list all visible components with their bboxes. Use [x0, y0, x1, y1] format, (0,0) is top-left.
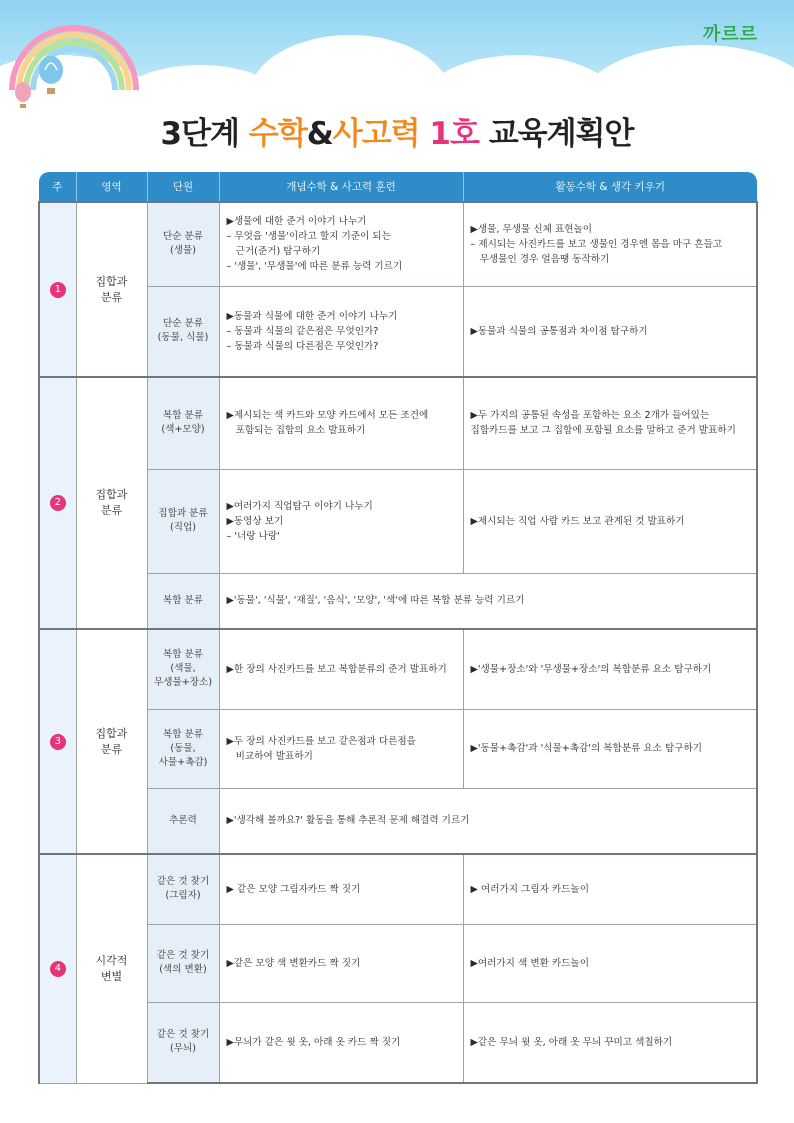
unit-text: 같은 것 찾기: [156, 1029, 210, 1041]
area-text: 분류: [100, 504, 123, 517]
week-cell: [39, 854, 76, 1083]
concept-text: 비교하여 발표하기: [226, 750, 313, 762]
table-row: [39, 709, 757, 788]
unit-text: (동물,: [170, 742, 196, 754]
area-text: 분류: [100, 290, 123, 304]
brand-logo: [703, 20, 758, 46]
week-number-badge: 1: [50, 282, 66, 298]
table-row: [39, 854, 757, 924]
concept-text: – 동물과 식물의 다른점은 무엇인가?: [226, 340, 379, 352]
lesson-plan-table: [38, 172, 756, 1084]
concept-text: ▶제시되는 색 카드와 모양 카드에서 모든 조건에: [226, 410, 429, 422]
concept-text: – '생물', '무생물'에 따른 분류 능력 기르기: [226, 261, 403, 273]
area-text: 집합과: [95, 488, 128, 501]
title-part-plan: 교육계획안: [478, 116, 634, 152]
area-cell: [76, 377, 147, 629]
activity-text: 집합카드를 보고 그 집합에 포함될 요소를 말하고 준거 발표하기: [470, 425, 736, 437]
concept-text: ▶두 장의 사진카드를 보고 같은점과 다른점을: [226, 735, 416, 747]
column-header-unit: 단원: [147, 172, 219, 202]
area-text: 집합과: [95, 726, 128, 740]
concept-cell: [219, 854, 463, 924]
unit-cell: [147, 377, 219, 469]
area-cell: [76, 629, 147, 854]
activity-text: 무생물인 경우 얼음땡 동작하기: [470, 253, 610, 265]
concept-text: – '너랑 나랑': [226, 530, 280, 542]
concept-text: – 동물과 식물의 같은점은 무엇인가?: [226, 325, 379, 337]
table-row: [39, 1002, 757, 1083]
unit-cell: [147, 629, 219, 709]
activity-text: ▶'생물+장소'와 '무생물+장소'의 복합분류 요소 탐구하기: [470, 663, 712, 675]
unit-text: (무늬): [169, 1043, 197, 1055]
unit-cell: [147, 924, 219, 1002]
area-text: 분류: [100, 742, 123, 756]
unit-text: (직업): [169, 522, 197, 533]
merged-text: ▶'생각해 볼까요?' 활동을 통해 추론적 문제 해결력 기르기: [226, 815, 470, 827]
column-header-week: 주: [39, 172, 76, 202]
week-number-badge: 4: [50, 961, 66, 977]
merged-content-cell: [219, 788, 757, 854]
title-part-issue: 1호: [429, 116, 479, 152]
activity-text: ▶두 가지의 공통된 속성을 포함하는 요소 2개가 들어있는: [470, 410, 710, 422]
table-row: [39, 377, 757, 469]
concept-cell: [219, 1002, 463, 1083]
activity-cell: [463, 469, 757, 573]
activity-text: ▶제시되는 직업 사람 카드 보고 관계된 것 발표하기: [470, 515, 685, 527]
unit-cell: [147, 202, 219, 286]
brand-logo-text: 까르르: [702, 24, 758, 45]
week-cell: [39, 377, 76, 629]
concept-cell: [219, 709, 463, 788]
merged-content-cell: [219, 573, 757, 629]
table-row: [39, 202, 757, 286]
concept-text: ▶한 장의 사진카드를 보고 복합분류의 준거 발표하기: [226, 663, 447, 675]
concept-text: ▶생물에 대한 준거 이야기 나누기: [226, 216, 367, 228]
activity-text: ▶같은 무늬 윗 옷, 아래 옷 무늬 꾸미고 색칠하기: [470, 1036, 673, 1048]
title-part-thinking: 사고력: [332, 116, 430, 152]
table-row: [39, 469, 757, 573]
week-number-badge: 3: [50, 734, 66, 750]
activity-cell: [463, 377, 757, 469]
unit-cell: [147, 709, 219, 788]
concept-text: 포함되는 집합의 요소 발표하기: [226, 425, 366, 437]
concept-cell: [219, 202, 463, 286]
title-part-level: 3단계: [160, 116, 249, 152]
rainbow-icon: [2, 12, 142, 92]
unit-text: (그림자): [165, 890, 201, 902]
concept-text: ▶동영상 보기: [226, 515, 284, 527]
table-row: [39, 286, 757, 377]
concept-text: – 무엇을 '생물'이라고 할지 기준이 되는: [226, 231, 391, 243]
unit-text: (색물,: [170, 663, 196, 675]
table-row: [39, 788, 757, 854]
concept-text: ▶동물과 식물에 대한 준거 이야기 나누기: [226, 310, 398, 322]
unit-cell: [147, 286, 219, 377]
week-number-badge: 2: [50, 495, 66, 511]
area-text: 시각적: [95, 953, 128, 967]
unit-text: 같은 것 찾기: [156, 950, 210, 961]
activity-cell: [463, 854, 757, 924]
unit-text: 복합 분류: [162, 649, 204, 661]
activity-cell: [463, 629, 757, 709]
area-text: 집합과: [95, 274, 128, 288]
hot-air-balloon-icon: [36, 56, 66, 100]
unit-cell: [147, 788, 219, 854]
activity-cell: [463, 286, 757, 377]
week-cell: [39, 202, 76, 377]
activity-cell: [463, 1002, 757, 1083]
unit-cell: [147, 1002, 219, 1083]
unit-text: (동물, 식물): [157, 332, 209, 344]
column-header-activity: 활동수학 & 생각 키우기: [463, 172, 757, 202]
activity-cell: [463, 709, 757, 788]
unit-text: 단순 분류: [162, 231, 204, 243]
area-text: 변별: [100, 969, 123, 983]
concept-cell: [219, 286, 463, 377]
title-part-math: 수학: [248, 116, 307, 152]
concept-text: ▶여러가지 직업탐구 이야기 나누기: [226, 500, 373, 512]
table-row: [39, 924, 757, 1002]
column-header-area: 영역: [76, 172, 147, 202]
concept-text: ▶무늬가 같은 윗 옷, 아래 옷 카드 짝 짓기: [226, 1036, 401, 1048]
unit-cell: [147, 854, 219, 924]
column-header-concept: 개념수학 & 사고력 훈련: [219, 172, 463, 202]
table-header-row: [39, 172, 757, 202]
concept-text: ▶같은 모양 색 변환카드 짝 짓기: [226, 957, 361, 969]
page-title: [0, 108, 794, 153]
table-row: [39, 629, 757, 709]
area-cell: [76, 854, 147, 1083]
unit-cell: [147, 573, 219, 629]
merged-text: ▶'동물', '식물', '재질', '음식', '모양', '색'에 따른 복합 분류 능력 기르기: [226, 595, 525, 607]
area-cell: [76, 202, 147, 377]
concept-cell: [219, 469, 463, 573]
unit-text: 무생물+장소): [153, 677, 213, 689]
title-part-amp: &: [306, 116, 333, 152]
unit-text: 복합 분류: [162, 594, 204, 606]
concept-text: 근거(준거) 탐구하기: [226, 246, 321, 258]
activity-text: ▶동물과 식물의 공통점과 차이점 탐구하기: [470, 325, 648, 337]
activity-text: ▶ 여러가지 그림자 카드놀이: [470, 883, 589, 895]
unit-text: 사물+촉감): [158, 756, 208, 768]
unit-text: 집합과 분류: [158, 508, 208, 519]
activity-text: – 제시되는 사진카드를 보고 생물인 경우엔 몸을 마구 흔들고: [470, 238, 723, 250]
unit-text: 단순 분류: [162, 318, 204, 330]
unit-text: 추론력: [169, 814, 197, 826]
activity-text: ▶생물, 무생물 신체 표현놀이: [470, 223, 593, 235]
concept-cell: [219, 377, 463, 469]
concept-text: ▶ 같은 모양 그림자카드 짝 짓기: [226, 883, 361, 895]
week-cell: [39, 629, 76, 854]
unit-text: (색+모양): [161, 424, 205, 436]
unit-text: 같은 것 찾기: [156, 876, 210, 888]
unit-cell: [147, 469, 219, 573]
unit-text: (생물): [169, 245, 197, 257]
activity-text: ▶여러가지 색 변환 카드놀이: [470, 957, 589, 969]
activity-text: ▶'동물+촉감'과 '식물+촉감'의 복합분류 요소 탐구하기: [470, 743, 703, 754]
concept-cell: [219, 629, 463, 709]
unit-text: (색의 변환): [159, 964, 207, 975]
unit-text: 복합 분류: [162, 728, 204, 740]
activity-cell: [463, 924, 757, 1002]
activity-cell: [463, 202, 757, 286]
concept-cell: [219, 924, 463, 1002]
unit-text: 복합 분류: [162, 410, 204, 422]
table-row: [39, 573, 757, 629]
